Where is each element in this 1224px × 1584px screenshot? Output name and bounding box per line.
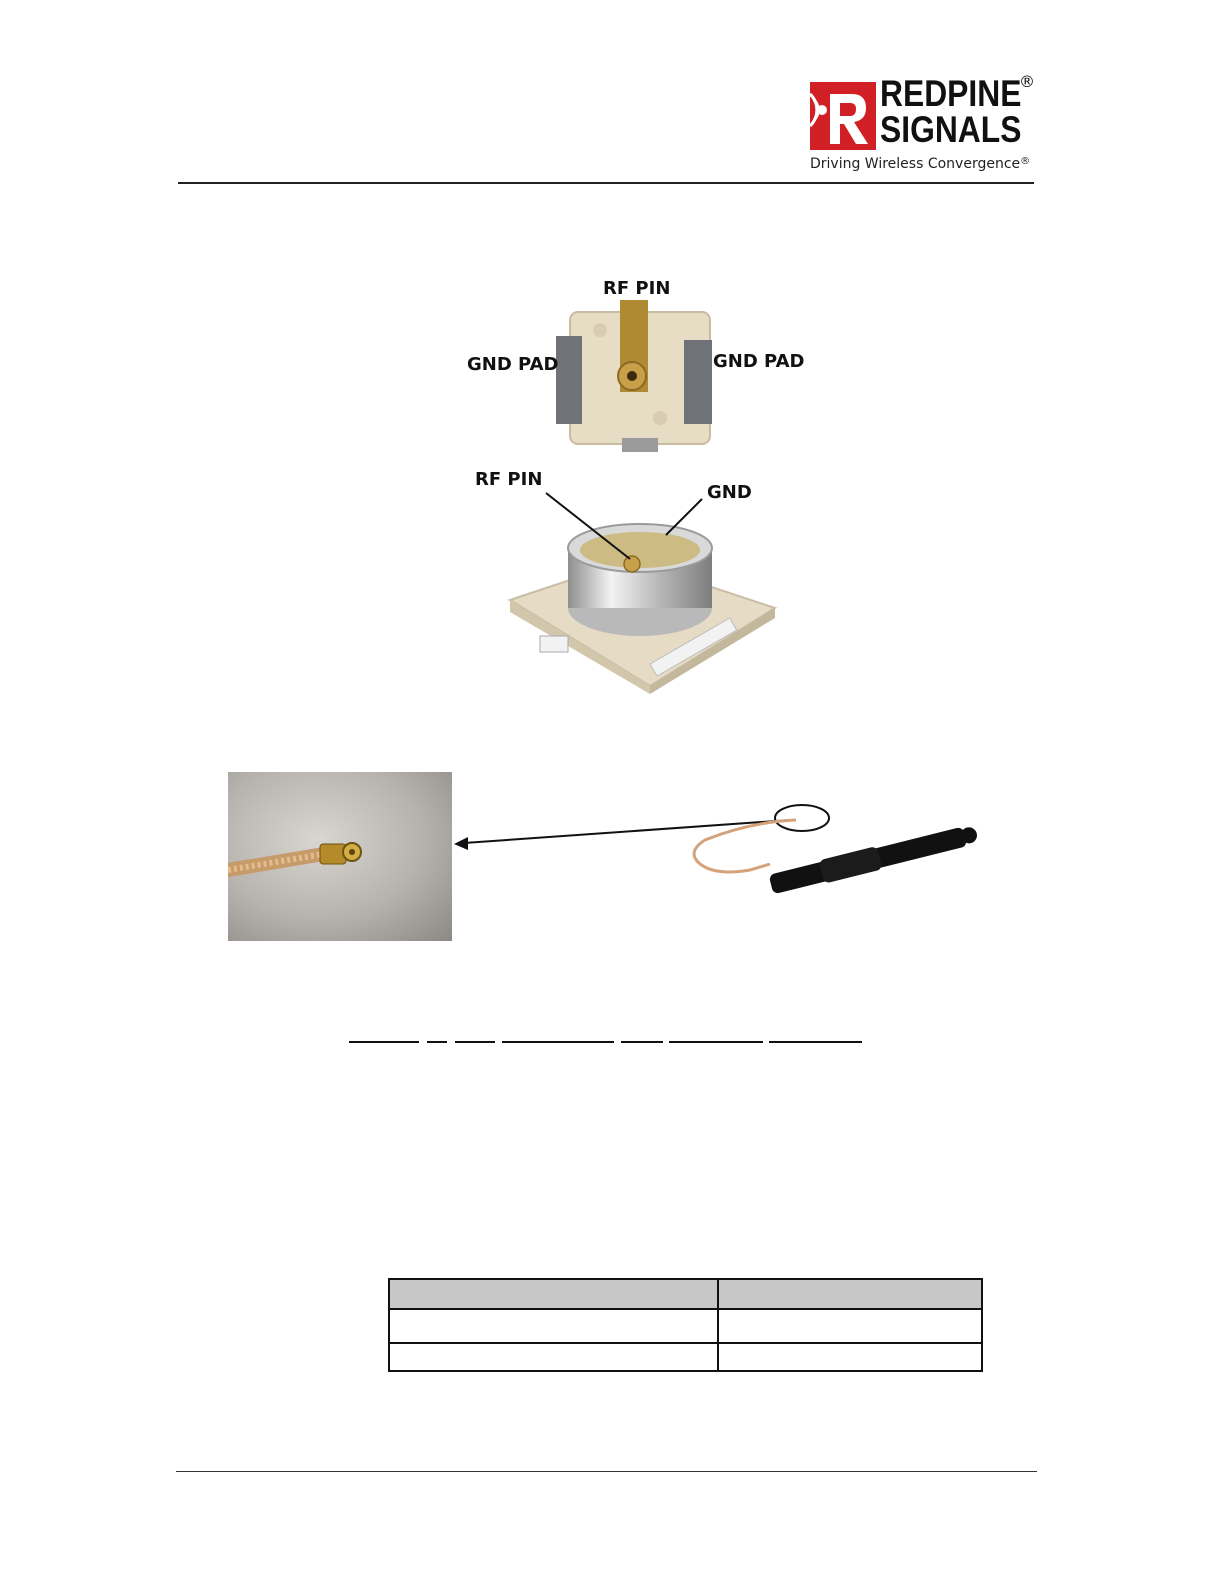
table-header-cell [718, 1279, 982, 1309]
redacted-word [349, 1041, 419, 1043]
spec-table [388, 1278, 983, 1372]
brand-tagline [810, 156, 1030, 172]
redacted-word [455, 1041, 495, 1043]
table-cell [718, 1309, 982, 1343]
brand-line-1: REDPINE [880, 73, 1022, 114]
redacted-word [621, 1041, 663, 1043]
table-header-row [389, 1279, 982, 1309]
brand-line-2: SIGNALS [880, 109, 1022, 150]
tagline-text: Driving Wireless Convergence [810, 156, 1021, 172]
table-cell [718, 1343, 982, 1371]
antenna-icon [768, 822, 980, 897]
table-row [389, 1309, 982, 1343]
tagline-registered-mark: ® [1020, 156, 1031, 167]
callout-lines [530, 485, 710, 565]
label-gnd-pad-right: GND PAD [713, 351, 805, 372]
cable-connector-illustration [228, 772, 452, 941]
footer-divider [176, 1471, 1037, 1472]
arrow-head-icon [454, 837, 468, 850]
table-cell [389, 1309, 718, 1343]
label-gnd-side: GND [707, 482, 752, 503]
redacted-word [769, 1041, 862, 1043]
cable-connector-photo [228, 772, 452, 941]
redacted-word [669, 1041, 763, 1043]
label-rf-pin-top: RF PIN [603, 278, 671, 299]
table-header-cell [389, 1279, 718, 1309]
redacted-word [427, 1041, 447, 1043]
table-row [389, 1343, 982, 1371]
antenna-figure [450, 800, 1040, 920]
label-rf-pin-side: RF PIN [475, 469, 543, 490]
header-divider [178, 182, 1034, 184]
redacted-word [502, 1041, 614, 1043]
table-cell [389, 1343, 718, 1371]
highlight-circle [775, 805, 829, 831]
brand-name [880, 73, 1022, 150]
registered-mark: ® [1019, 72, 1035, 91]
label-gnd-pad-left: GND PAD [467, 354, 559, 375]
